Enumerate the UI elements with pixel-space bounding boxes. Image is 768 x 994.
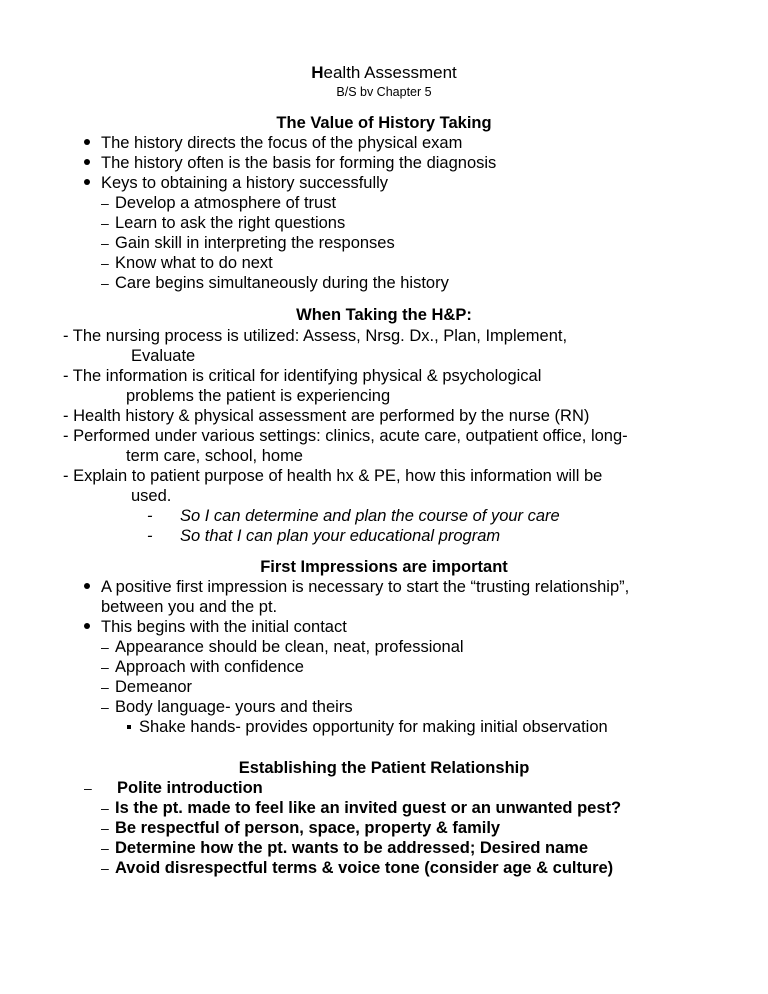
text-line: - Performed under various settings: clinics, acute care, outpatient office, long- (63, 427, 628, 445)
italic-dash: - (147, 507, 153, 525)
text-line: used. (131, 487, 172, 505)
document-subtitle: B/S bv Chapter 5 (336, 85, 432, 99)
bullet-icon (84, 623, 90, 629)
dash-icon: – (101, 800, 109, 816)
dash-icon: – (101, 195, 109, 211)
italic-dash: - (147, 527, 153, 545)
sub-sub-item: Shake hands- provides opportunity for making initial observation (127, 717, 608, 737)
section-heading-taking-hp: When Taking the H&P: (296, 306, 472, 324)
sub-item: – Develop a atmosphere of trust (101, 194, 337, 212)
bullet-item: This begins with the initial contact (84, 617, 347, 637)
section-heading-value-history: The Value of History Taking (276, 114, 492, 132)
dash-icon: – (101, 679, 109, 695)
dash-icon: – (101, 659, 109, 675)
sub-item: – Body language- yours and theirs (101, 698, 353, 716)
dash-icon: – (101, 840, 109, 856)
sub-item: – Be respectful of person, space, property & family (101, 819, 501, 837)
square-bullet-icon (127, 725, 131, 729)
sub-item: – Learn to ask the right questions (101, 214, 346, 232)
bullet-icon (84, 159, 90, 165)
sub-item: – Know what to do next (101, 254, 273, 272)
dash-icon: – (101, 860, 109, 876)
bullet-icon (84, 583, 90, 589)
section-heading-patient-relationship: Establishing the Patient Relationship (238, 759, 530, 777)
sub-item: – Demeanor (101, 678, 193, 696)
sub-item: – Gain skill in interpreting the responses (101, 234, 395, 252)
text-line: - The information is critical for identifying physical & psychological (63, 367, 542, 385)
text-line: problems the patient is experiencing (126, 387, 391, 405)
text-line: - Health history & physical assessment are performed by the nurse (RN) (63, 407, 590, 425)
sub-item: – Appearance should be clean, neat, professional (101, 638, 464, 656)
section-heading-first-impressions: First Impressions are important (260, 558, 508, 576)
sub-item: – Determine how the pt. wants to be addressed; Desired name (101, 839, 589, 857)
text-line: - The nursing process is utilized: Assess, Nrsg. Dx., Plan, Implement, (63, 327, 568, 345)
dash-icon: – (101, 820, 109, 836)
dash-icon: – (101, 255, 109, 271)
sub-item: – Polite introduction (84, 779, 263, 797)
italic-line: So I can determine and plan the course of your care (180, 507, 560, 525)
bullet-item: The history directs the focus of the physical exam (84, 133, 462, 153)
sub-item: – Avoid disrespectful terms & voice tone (consider age & culture) (101, 859, 614, 877)
dash-icon: – (101, 275, 109, 291)
bullet-continuation: between you and the pt. (101, 598, 278, 616)
text-line: term care, school, home (126, 447, 303, 465)
sub-item: – Approach with confidence (101, 658, 304, 676)
text-line: - Explain to patient purpose of health hx & PE, how this information will be (63, 467, 603, 485)
sub-item: – Care begins simultaneously during the history (101, 274, 449, 292)
dash-icon: – (101, 235, 109, 251)
sub-item: – Is the pt. made to feel like an invited guest or an unwanted pest? (101, 799, 622, 817)
bullet-icon (84, 139, 90, 145)
dash-icon: – (101, 639, 109, 655)
bullet-item: The history often is the basis for forming the diagnosis (84, 153, 496, 173)
text-line: Evaluate (131, 347, 196, 365)
dash-icon: – (84, 780, 92, 796)
bullet-icon (84, 179, 90, 185)
bullet-item: Keys to obtaining a history successfully (84, 173, 388, 193)
dash-icon: – (101, 699, 109, 715)
dash-icon: – (101, 215, 109, 231)
bullet-item: A positive first impression is necessary to start the “trusting relationship”, (84, 577, 629, 597)
italic-line: So that I can plan your educational program (180, 527, 501, 545)
document-title: Health Assessment (311, 63, 457, 82)
